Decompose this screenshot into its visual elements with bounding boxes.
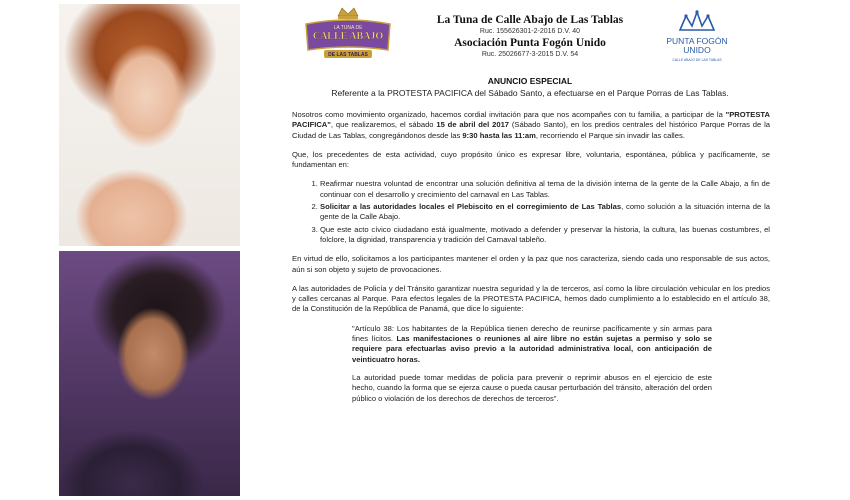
list-item — [320, 202, 770, 223]
photo-woman-bottom — [59, 251, 240, 496]
intro-event-name: "PROTESTA PACIFICA" — [292, 110, 770, 130]
ruc-number-1: Ruc. 155626301-2-2016 D.V. 40 — [479, 28, 581, 35]
photo-caption — [59, 251, 60, 252]
logo-text-line2: CALLE ABAJO — [312, 31, 384, 42]
list-item: 1. Reafirmar nuestra voluntad de encontrar una solución definitiva al tema de la división interna de la gente de la Calle Abajo, a fin de continuar con el desarrollo y crecimiento del carnaval en Las Tablas. — [320, 179, 770, 200]
intro-text: (Sábado Santo), en los predios centrales del histórico Parque Porras de la Ciudad de Las Tablas, congregándonos desde las — [292, 120, 770, 140]
intro-paragraph — [292, 110, 770, 141]
announcement-document — [250, 0, 810, 500]
list-item-text: , como solución a la situación interna de la gente de la Calle Abajo. — [320, 202, 771, 222]
logo-text-line3: DE LAS TABLAS — [328, 52, 368, 58]
organization-name-2: Asociación Punta Fogón Unido — [454, 37, 606, 49]
photo-woman-top — [59, 4, 240, 246]
quote-bold-text: Las manifestaciones o reuniones al aire libre no están sujetas a permiso y solo se requiere para efectuarlas aviso previo a la autoridad administrativa local, con anticipación de veinticuatro horas. — [352, 334, 712, 364]
tuna-calle-abajo-logo — [302, 6, 394, 64]
ruc-number-2: Ruc. 25026677-3-2015 D.V. 54 — [481, 51, 579, 58]
logo-text-line1: LA TUNA DE — [333, 25, 363, 31]
logo-text-line1: PUNTA FOGÓN — [666, 36, 728, 46]
intro-date: 15 de abril del 2017 — [436, 120, 510, 130]
document-title: ANUNCIO ESPECIAL — [487, 76, 573, 86]
document-body — [292, 110, 770, 412]
document-subtitle: Referente a la PROTESTA PACIFICA del Sábado Santo, a efectuarse en el Parque Porras de Las Tablas. — [331, 88, 729, 98]
constitution-quote — [352, 324, 712, 404]
intro-text: , recorriendo el Parque sin invadir las calles. — [535, 130, 685, 140]
intro-text: , que realizaremos, el sábado — [330, 120, 437, 130]
quote-paragraph-1 — [352, 324, 712, 365]
punta-fogon-unido-logo — [662, 8, 732, 66]
logo-text-line3: CALLE ABAJO DE LAS TABLAS — [672, 58, 722, 62]
list-item: 3. Que este acto cívico ciudadano está igualmente, motivado a defender y preservar la historia, la cultura, las buenas costumbres, el folclore, la dignidad, transparencia y tradición del Carnaval tableño. — [320, 225, 770, 246]
intro-text: Nosotros como movimiento organizado, hacemos cordial invitación para que nos acompañes con tu familia, a participar de la — [292, 110, 726, 119]
intro-time: 9:30 hasta las 11:am — [462, 130, 536, 140]
quote-paragraph-2: La autoridad puede tomar medidas de policía para prevenir o reprimir abusos en el ejercicio de este hecho, cuando la forma que se ejerza cause o pueda causar perturbación del tránsito, alteración del orden público o violación de los derechos de derechos de terceros". — [352, 372, 712, 403]
list-item-bold: Solicitar a las autoridades locales el Plebiscito en el corregimiento de Las Tablas — [320, 202, 622, 212]
authorities-paragraph: A las autoridades de Policía y del Tránsito garantizar nuestra seguridad y la de terceros, así como la libre circulación vehicular en los predios y calles cercanas al Parque. Para efectos legales de la PROTESTA PACIFICA, hemos dado cumplimiento a lo establecido en el artículo 38, de la Constitución de la República de Panamá, que dice lo siguiente: — [292, 283, 770, 314]
logo-text-line2: UNIDO — [683, 45, 711, 55]
precedents-paragraph: Que, los precedentes de esta actividad, cuyo propósito único es expresar libre, voluntaria, espontánea, pública y pacíficamente, se fundamentan en: — [292, 149, 770, 170]
photo-caption — [59, 4, 60, 5]
reasons-list — [292, 179, 770, 245]
quote-text: "Artículo 38: Los habitantes de la República tienen derecho de reunirse pacíficamente y sin armas para fines lícitos. — [352, 323, 712, 344]
organization-name-1: La Tuna de Calle Abajo de Las Tablas — [436, 14, 624, 26]
order-paragraph: En virtud de ello, solicitamos a los participantes mantener el orden y la paz que nos caracteriza, siendo cada uno responsable de sus actos, aún si son objeto y sujeto de provocaciones. — [292, 254, 770, 274]
document-header — [400, 14, 660, 60]
